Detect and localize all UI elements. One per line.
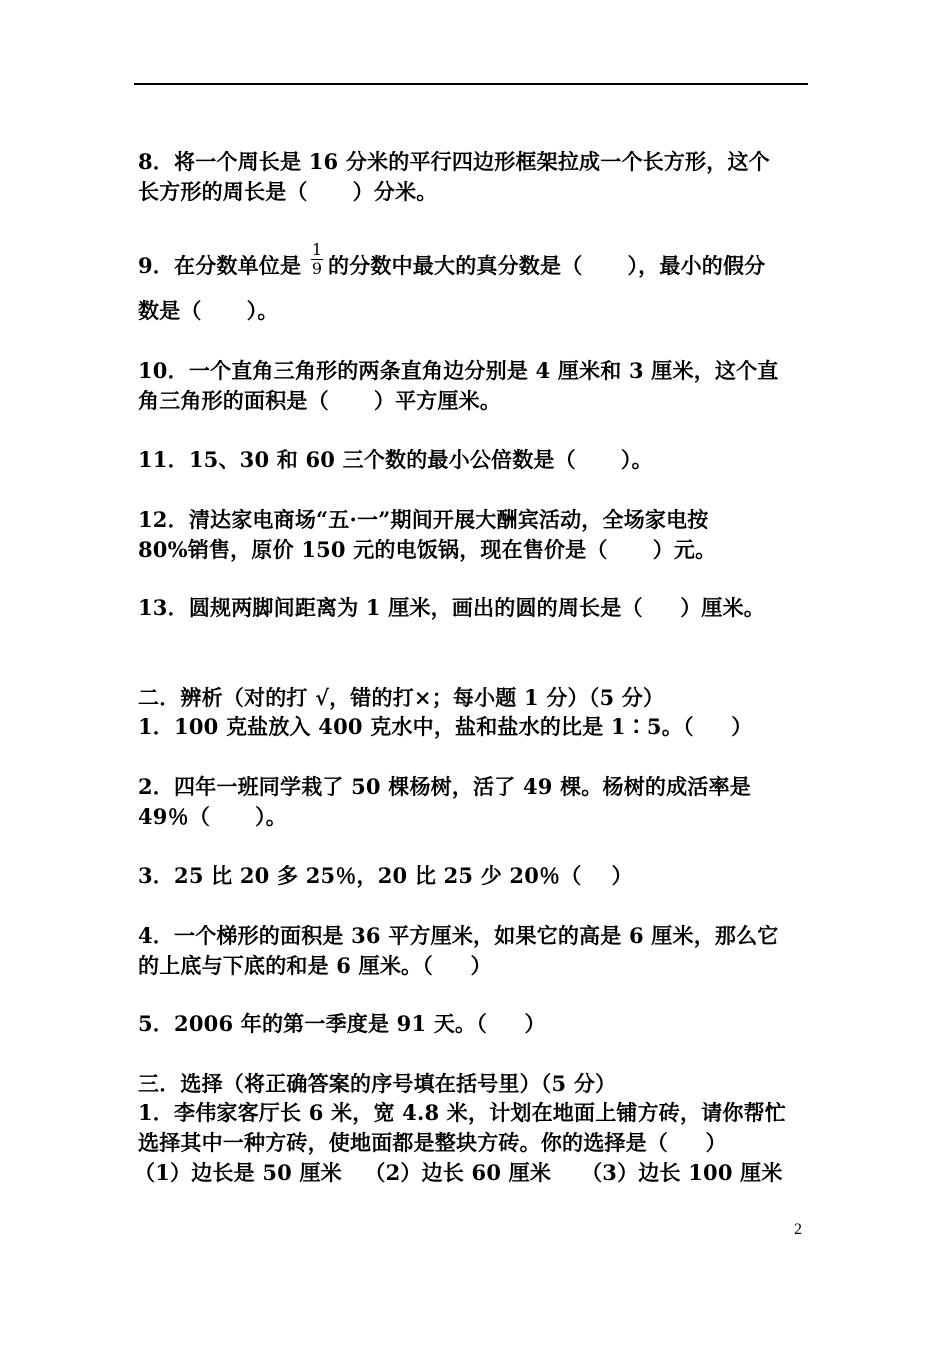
q9-line2: 数是（ ）。 [138,298,279,323]
judge-q2-line2: 49％（ ）。 [138,804,287,829]
judge-q5: 5．2006 年的第一季度是 91 天。（ ） [138,1011,546,1036]
page-number: 2 [794,1221,802,1238]
fraction-denominator: 9 [311,259,323,278]
q9-part-b: 的分数中最大的真分数是（ ），最小的假分 [328,253,766,278]
q13-line1: 13．圆规两脚间距离为 1 厘米，画出的圆的周长是（ ）厘米。 [138,595,766,620]
fraction-one-ninth [310,242,324,277]
q8-line2: 长方形的周长是（ ）分米。 [138,179,438,204]
q12-line1: 12．清达家电商场“五·一”期间开展大酬宾活动，全场家电按 [138,507,709,532]
q10-line2: 角三角形的面积是（ ）平方厘米。 [138,388,502,413]
judge-heading: 二．辨析（对的打 √，错的打×；每小题 1 分）（5 分） [138,685,665,710]
judge-q4-line1: 4．一个梯形的面积是 36 平方厘米，如果它的高是 6 厘米，那么它 [138,923,779,948]
judge-q3: 3．25 比 20 多 25％，20 比 25 少 20％（ ） [138,863,633,888]
judge-q1: 1．100 克盐放入 400 克水中，盐和盐水的比是 1∶5。（ ） [138,714,753,739]
q8-line1: 8．将一个周长是 16 分米的平行四边形框架拉成一个长方形，这个 [138,149,770,174]
judge-q2-line1: 2．四年一班同学栽了 50 棵杨树，活了 49 棵。杨树的成活率是 [138,774,751,799]
q11-line1: 11．15、30 和 60 三个数的最小公倍数是（ ）。 [138,447,653,472]
choice-q1-line1: 1．李伟家客厅长 6 米，宽 4.8 米，计划在地面上铺方砖，请你帮忙 [138,1100,786,1125]
fraction-numerator: 1 [311,240,323,259]
q12-line2: 80%销售，原价 150 元的电饭锅，现在售价是（ ）元。 [138,537,717,562]
judge-q4-line2: 的上底与下底的和是 6 厘米。（ ） [138,953,492,978]
header-rule [134,83,808,85]
q9-part-a: 9．在分数单位是 [138,253,302,278]
choice-heading: 三．选择（将正确答案的序号填在括号里）（5 分） [138,1071,617,1096]
choice-q1-options: （1）边长是 50 厘米 （2）边长 60 厘米 （3）边长 100 厘米 [134,1160,783,1185]
choice-q1-line2: 选择其中一种方砖，使地面都是整块方砖。你的选择是（ ） [138,1130,727,1155]
q10-line1: 10．一个直角三角形的两条直角边分别是 4 厘米和 3 厘米，这个直 [138,358,779,383]
